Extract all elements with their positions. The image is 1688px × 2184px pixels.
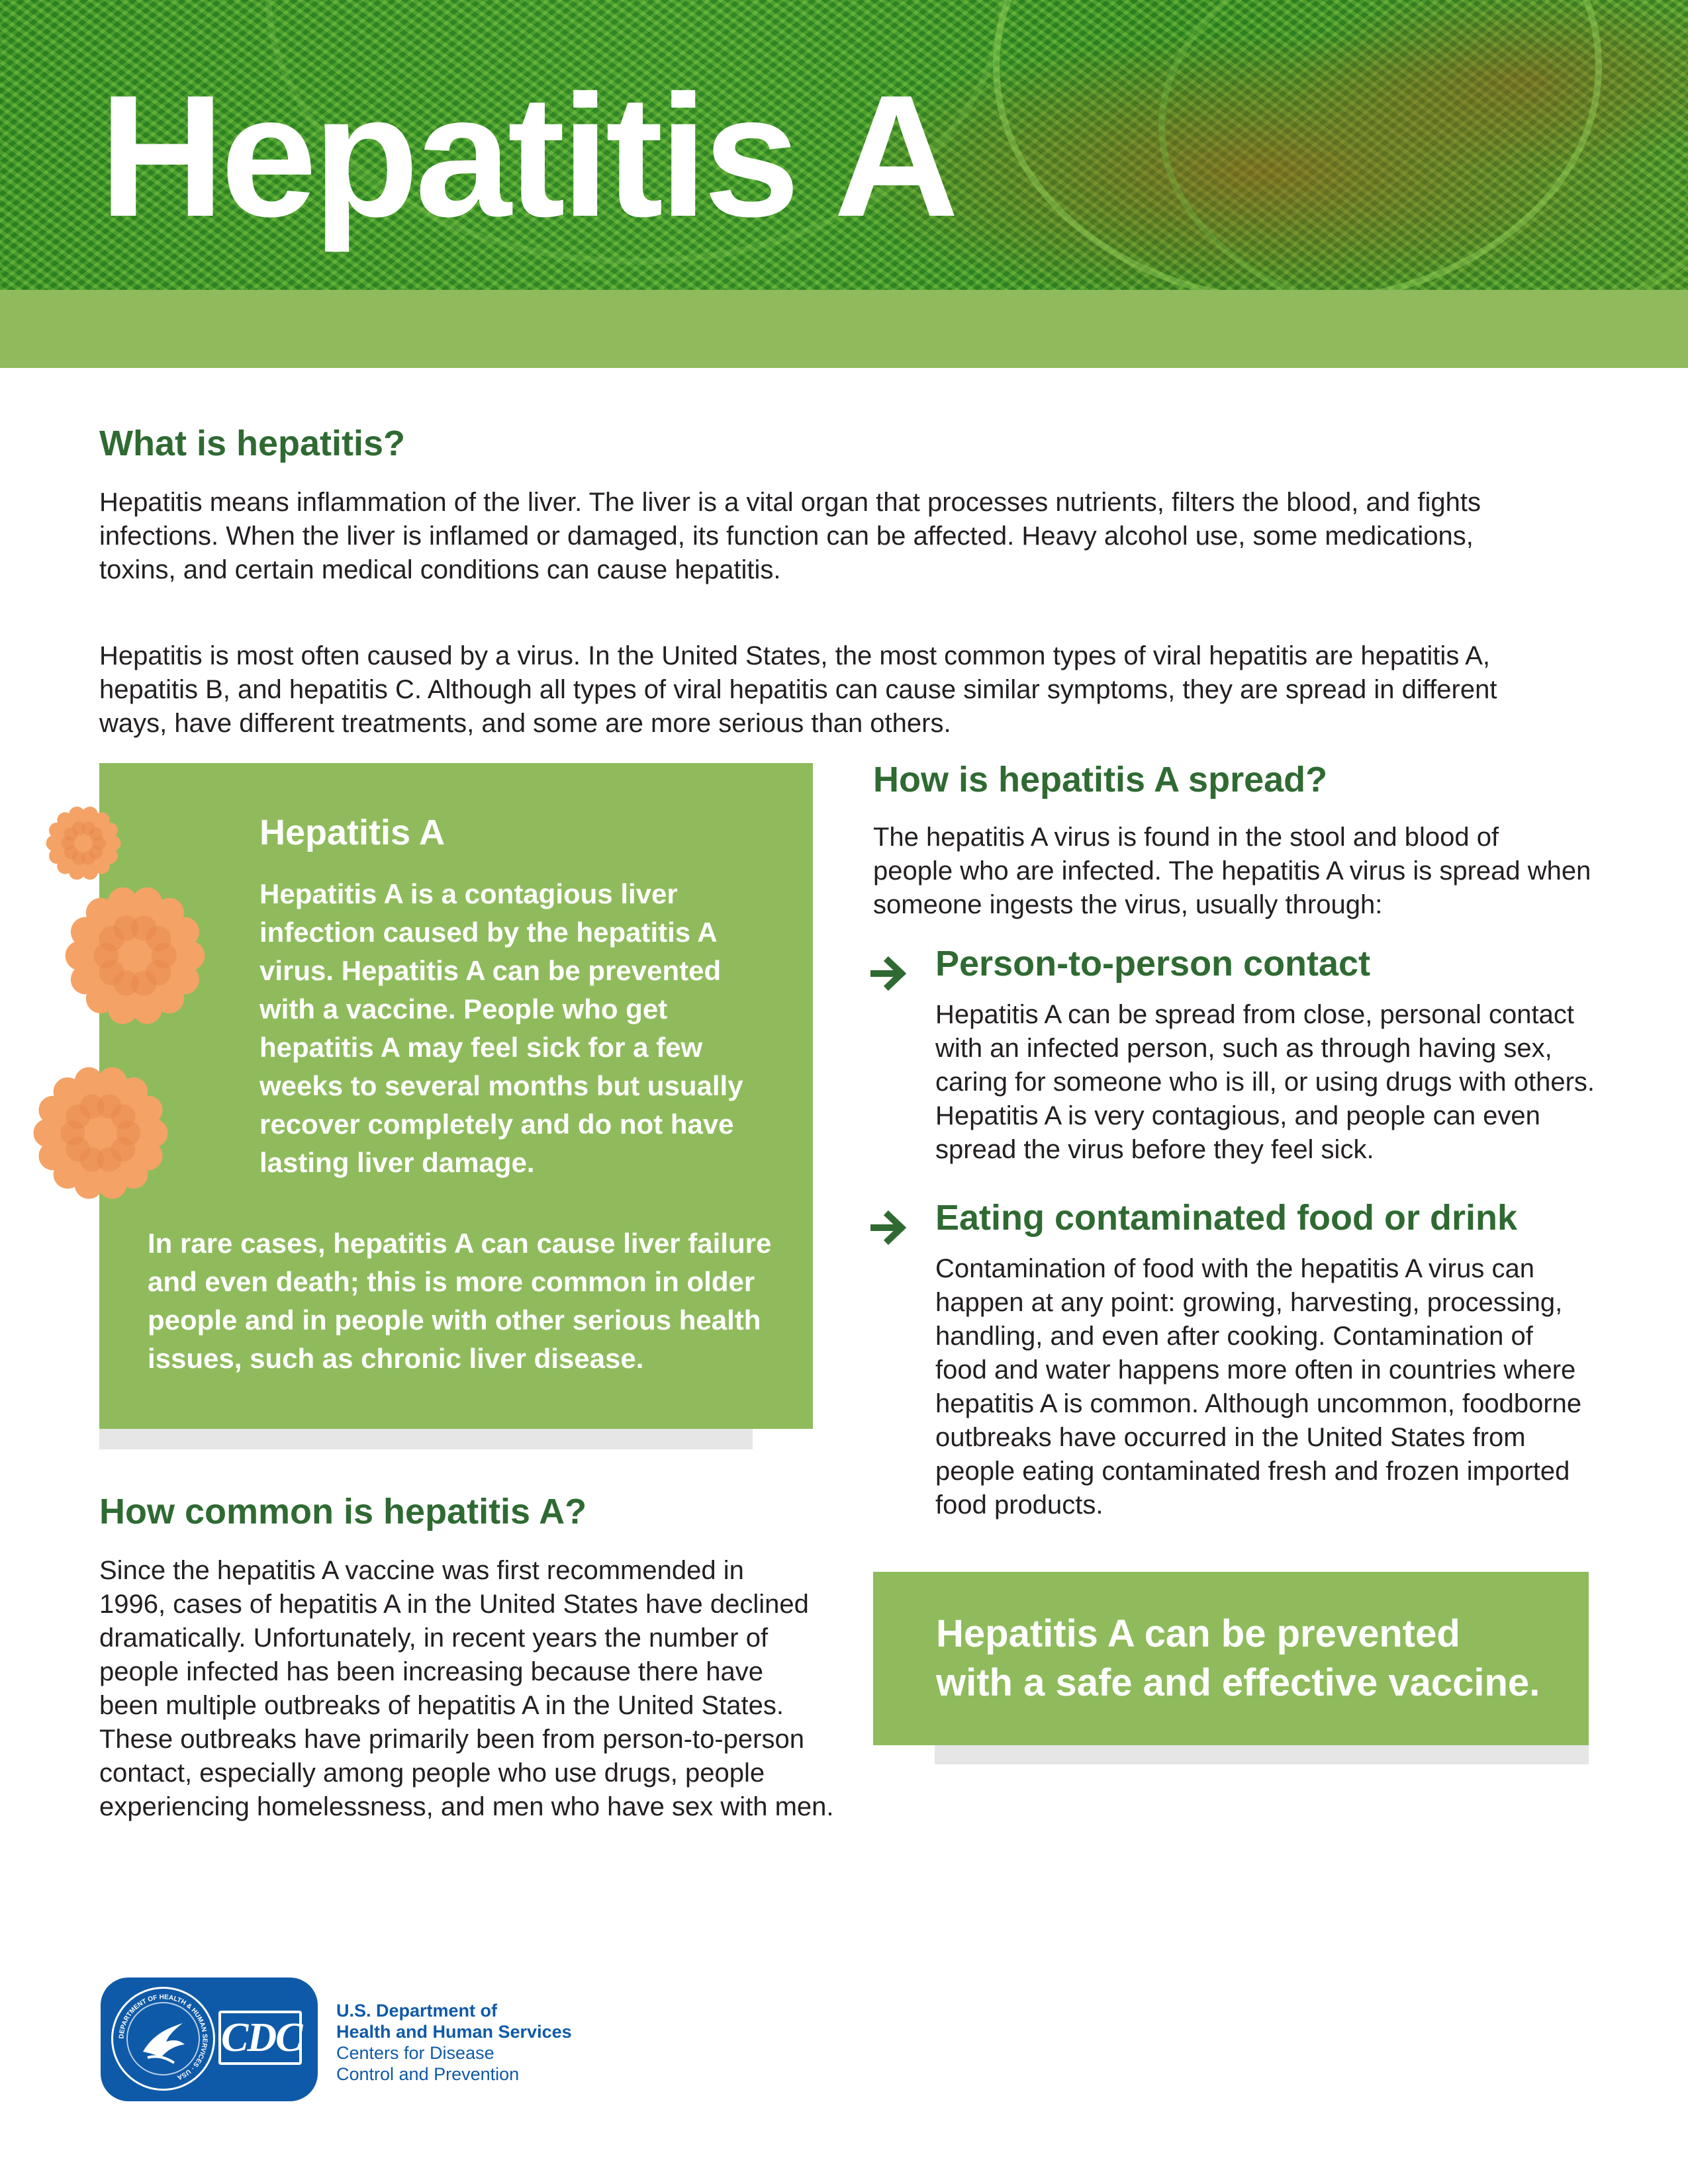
hhs-seal-icon [111, 1987, 215, 2091]
text-line: 1996, cases of hepatitis A in the United States have declined [99, 1590, 809, 1619]
text-line: recover completely and do not have [259, 1109, 734, 1140]
text-line: with a vaccine. People who get [259, 993, 668, 1024]
arrow-right-icon [870, 1207, 911, 1248]
spread-item-title-person-to-person: Person-to-person contact [935, 944, 1371, 983]
text-line: Contamination of food with the hepatitis A virus can [935, 1254, 1534, 1283]
virus-icon [44, 803, 123, 883]
agency-name [336, 2000, 572, 2085]
text-line: contact, especially among people who use drugs, people [99, 1758, 765, 1788]
virus-icon [61, 882, 209, 1030]
text-line: with a safe and effective vaccine. [936, 1661, 1540, 1704]
text-line: people who are infected. The hepatitis A virus is spread when [873, 856, 1591, 886]
text-line: handling, and even after cooking. Contamination of [935, 1322, 1533, 1351]
hepatitis-a-rare-cases [148, 1224, 783, 1378]
text-line: Hepatitis A can be prevented [936, 1612, 1460, 1655]
text-line: and even death; this is more common in older [148, 1266, 755, 1297]
section-heading-how-spread: How is hepatitis A spread? [873, 760, 1328, 799]
intro-paragraph-1 [99, 486, 1622, 587]
text-line: issues, such as chronic liver disease. [148, 1343, 644, 1374]
text-line: Hepatitis A is very contagious, and people can even [935, 1101, 1540, 1130]
text-line: experiencing homelessness, and men who have sex with men. [99, 1792, 834, 1821]
spread-intro-paragraph [873, 821, 1601, 922]
cdc-logo: CDC [218, 2011, 302, 2065]
text-line: virus. Hepatitis A can be prevented [259, 955, 722, 986]
spread-item-contaminated-food-text [935, 1252, 1597, 1522]
text-line: hepatitis B, and hepatitis C. Although all types of viral hepatitis can cause similar symptoms, they are spread in different [99, 675, 1497, 704]
text-line: These outbreaks have primarily been from person-to-person [99, 1725, 804, 1754]
text-line: Since the hepatitis A vaccine was first recommended in [99, 1556, 744, 1585]
virus-texture [111, 1105, 136, 1129]
virus-texture [146, 926, 171, 951]
text-line: someone ingests the virus, usually through: [873, 890, 1383, 919]
section-heading-what-is-hepatitis: What is hepatitis? [99, 424, 406, 463]
page-title: Hepatitis A [99, 59, 955, 253]
agency-line-2: Health and Human Services [336, 2022, 572, 2042]
header-banner-image [0, 0, 1688, 290]
arrow-right-icon [870, 953, 911, 994]
section-heading-how-common: How common is hepatitis A? [99, 1492, 587, 1531]
text-line: ways, have different treatments, and some are more serious than others. [99, 709, 951, 738]
text-line: infection caused by the hepatitis A [259, 917, 718, 948]
text-line: Hepatitis is most often caused by a virus. In the United States, the most common types of viral hepatitis are hepatitis A, [99, 641, 1491, 670]
text-line: been multiple outbreaks of hepatitis A in the United States. [99, 1691, 784, 1720]
how-common-paragraph [99, 1554, 841, 1824]
virus-icon [29, 1062, 172, 1205]
text-line: spread the virus before they feel sick. [935, 1135, 1374, 1164]
text-line: hepatitis A may feel sick for a few [259, 1032, 703, 1063]
text-line: outbreaks have occurred in the United States from [935, 1423, 1526, 1452]
text-line: Hepatitis means inflammation of the liver. The liver is a vital organ that processes nutrients, filters the blood, and fights [99, 488, 1481, 517]
agency-line-1: U.S. Department of [336, 2001, 498, 2021]
text-line: happen at any point: growing, harvesting, processing, [935, 1288, 1563, 1317]
text-line: hepatitis A is common. Although uncommon, foodborne [935, 1389, 1582, 1418]
text-line: people eating contaminated fresh and frozen imported [935, 1457, 1570, 1486]
virus-texture [89, 827, 103, 841]
hepatitis-a-box-title: Hepatitis A [259, 813, 445, 852]
spread-item-title-contaminated-food: Eating contaminated food or drink [935, 1198, 1518, 1238]
header-band [0, 290, 1688, 368]
text-line: infections. When the liver is inflamed or damaged, its function can be affected. Heavy alcohol use, some medications, [99, 522, 1474, 551]
text-line: people and in people with other serious health [148, 1304, 761, 1336]
text-line: people infected has been increasing because there have [99, 1657, 763, 1686]
text-line: toxins, and certain medical conditions can cause hepatitis. [99, 555, 781, 584]
text-line: lasting liver damage. [259, 1147, 535, 1178]
agency-line-4: Control and Prevention [336, 2064, 520, 2084]
text-line: In rare cases, hepatitis A can cause liver failure [148, 1228, 772, 1259]
text-line: food products. [935, 1490, 1103, 1520]
text-line: caring for someone who is ill, or using drugs with others. [935, 1068, 1595, 1097]
seal-text-icon [113, 1989, 213, 2089]
text-line: The hepatitis A virus is found in the stool and blood of [873, 823, 1499, 852]
text-line: with an infected person, such as through having sex, [935, 1034, 1552, 1063]
intro-paragraph-2 [99, 639, 1622, 741]
agency-line-3: Centers for Disease [336, 2043, 494, 2063]
text-line: Hepatitis A can be spread from close, personal contact [935, 1000, 1574, 1029]
hepatitis-a-description [259, 875, 749, 1182]
text-line: dramatically. Unfortunately, in recent years the number of [99, 1623, 769, 1653]
vaccine-callout-text [936, 1610, 1571, 1707]
text-line: weeks to several months but usually [259, 1070, 743, 1101]
text-line: food and water happens more often in countries where [935, 1355, 1576, 1385]
seal-lettering: DEPARTMENT OF HEALTH & HUMAN SERVICES · USA [118, 1993, 209, 2081]
text-line: Hepatitis A is a contagious liver [259, 878, 678, 909]
banner-texture [1158, 0, 1688, 290]
spread-item-person-to-person-text [935, 998, 1597, 1167]
